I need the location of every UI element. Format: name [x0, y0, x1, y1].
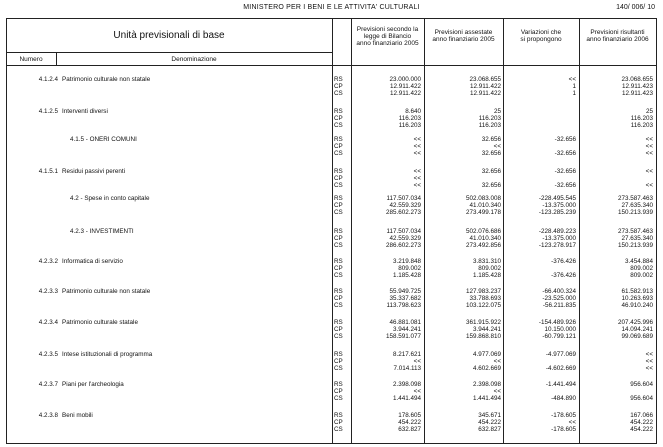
value-assestate: 273.499.178 — [465, 209, 501, 216]
value-legge-bilancio: 116.203 — [398, 122, 421, 129]
value-assestate: 33.788.693 — [469, 295, 501, 302]
value-assestate: 3.831.310 — [472, 258, 501, 265]
row-type-column — [334, 168, 352, 189]
value-risultanti: 12.911.423 — [621, 90, 653, 97]
value-variazioni: -66.400.324 — [542, 288, 576, 295]
value-legge-bilancio: 632.827 — [398, 426, 421, 433]
value-assestate: 2.398.098 — [472, 381, 501, 388]
value-assestate-column — [426, 412, 501, 433]
value-legge-bilancio: 23.000.000 — [389, 76, 421, 83]
value-variazioni: -154.489.926 — [538, 319, 576, 326]
row-type: RS — [334, 228, 343, 235]
value-risultanti: 116.203 — [630, 122, 653, 129]
column-header-risultanti — [579, 29, 656, 43]
value-legge-bilancio-column — [356, 168, 421, 189]
value-assestate-column — [426, 195, 501, 216]
row-type-column — [334, 258, 352, 279]
value-legge-bilancio: 178.605 — [398, 412, 421, 419]
column-header-legge-bilancio — [351, 26, 424, 47]
value-assestate: 12.911.422 — [469, 90, 501, 97]
value-legge-bilancio: << — [413, 143, 421, 150]
value-risultanti: 956.604 — [630, 381, 653, 388]
value-assestate: 12.911.422 — [469, 83, 501, 90]
value-risultanti — [581, 175, 653, 182]
row-type: CP — [334, 235, 343, 242]
column-header-variazioni — [503, 29, 579, 43]
value-risultanti: 23.068.655 — [621, 76, 653, 83]
value-assestate: 32.656 — [481, 182, 501, 189]
value-assestate: 23.068.655 — [469, 76, 501, 83]
row-type-column — [334, 412, 352, 433]
value-variazioni: -484.890 — [551, 395, 576, 402]
value-risultanti: << — [645, 365, 653, 372]
value-risultanti: << — [645, 168, 653, 175]
row-description: Beni mobili — [62, 412, 93, 419]
row-type: RS — [334, 136, 343, 143]
value-variazioni: << — [568, 76, 576, 83]
value-variazioni: -228.489.223 — [538, 228, 576, 235]
value-legge-bilancio-column — [356, 195, 421, 216]
value-risultanti: 273.587.463 — [617, 228, 653, 235]
row-description: Intese istituzionali di programma — [62, 351, 153, 358]
row-type-column — [334, 381, 352, 402]
value-legge-bilancio: 286.602.273 — [385, 242, 421, 249]
row-type: RS — [334, 258, 343, 265]
value-risultanti: << — [645, 136, 653, 143]
value-risultanti: 61.582.913 — [621, 288, 653, 295]
value-variazioni — [506, 108, 576, 115]
value-legge-bilancio-column — [356, 351, 421, 372]
row-type: CS — [334, 426, 343, 433]
value-variazioni: 1 — [572, 83, 576, 90]
row-type-column — [334, 108, 352, 129]
row-description: Patrimonio culturale non statale — [62, 288, 151, 295]
value-risultanti: 150.213.939 — [617, 242, 653, 249]
value-risultanti-column — [581, 76, 653, 97]
value-legge-bilancio: << — [413, 358, 421, 365]
value-risultanti: 3.454.884 — [624, 258, 653, 265]
value-risultanti-column — [581, 168, 653, 189]
row-type: CS — [334, 302, 343, 309]
value-risultanti: 14.094.241 — [621, 326, 653, 333]
value-variazioni-column — [506, 381, 576, 402]
row-type: CP — [334, 358, 343, 365]
value-variazioni: -1.441.494 — [545, 381, 576, 388]
value-assestate: 1.185.428 — [472, 272, 501, 279]
value-variazioni-column — [506, 76, 576, 97]
row-type: CP — [334, 326, 343, 333]
row-type: CS — [334, 395, 343, 402]
value-variazioni: -178.605 — [551, 426, 576, 433]
page-number: 140/ 006/ 10 — [616, 4, 655, 11]
row-type: CP — [334, 115, 343, 122]
value-legge-bilancio: 285.602.273 — [385, 209, 421, 216]
value-risultanti-column — [581, 136, 653, 157]
row-description: Interventi diversi — [62, 108, 108, 115]
row-number: 4.1.2.4 — [38, 76, 58, 83]
row-type-column — [334, 228, 352, 249]
row-description: Patrimonio culturale statale — [62, 319, 138, 326]
value-variazioni: -32.656 — [554, 136, 576, 143]
value-assestate-column — [426, 168, 501, 189]
value-assestate: 502.076.686 — [465, 228, 501, 235]
value-variazioni: -13.375.000 — [542, 235, 576, 242]
value-legge-bilancio-column — [356, 228, 421, 249]
value-variazioni-column — [506, 136, 576, 157]
value-risultanti: 10.263.693 — [621, 295, 653, 302]
value-legge-bilancio: 42.559.329 — [389, 235, 421, 242]
value-legge-bilancio-column — [356, 108, 421, 129]
value-risultanti: 116.203 — [630, 115, 653, 122]
value-assestate — [426, 175, 501, 182]
value-risultanti: 809.002 — [630, 265, 653, 272]
row-type: CP — [334, 419, 343, 426]
row-description: 4.1.5 - ONERI COMUNI — [70, 136, 137, 143]
column-header-denominazione: Denominazione — [171, 56, 217, 63]
value-variazioni-column — [506, 108, 576, 129]
value-assestate: 809.002 — [478, 265, 501, 272]
row-type-column — [334, 288, 352, 309]
row-description: Residui passivi perenti — [62, 168, 125, 175]
value-assestate: 41.010.340 — [469, 235, 501, 242]
value-variazioni-column — [506, 228, 576, 249]
row-description: Piani per l'archeologia — [62, 381, 124, 388]
value-risultanti: 207.425.996 — [617, 319, 653, 326]
value-legge-bilancio-column — [356, 412, 421, 433]
header-line: Previsioni assestate — [434, 29, 493, 36]
row-description: Informatica di servizio — [62, 258, 123, 265]
value-legge-bilancio: << — [413, 388, 421, 395]
value-variazioni: << — [568, 419, 576, 426]
value-risultanti: 809.002 — [630, 272, 653, 279]
value-legge-bilancio: << — [413, 150, 421, 157]
value-legge-bilancio: 809.002 — [398, 265, 421, 272]
value-risultanti: 99.069.689 — [621, 333, 653, 340]
header-line: anno finanziario 2005 — [356, 40, 419, 47]
row-type: RS — [334, 108, 343, 115]
row-type: CP — [334, 175, 343, 182]
value-assestate: << — [493, 143, 501, 150]
value-assestate: 273.492.856 — [465, 242, 501, 249]
value-variazioni-column — [506, 168, 576, 189]
value-variazioni-column — [506, 319, 576, 340]
value-risultanti: 12.911.423 — [621, 83, 653, 90]
value-legge-bilancio: 117.507.034 — [386, 228, 421, 235]
value-risultanti-column — [581, 381, 653, 402]
value-risultanti: << — [645, 143, 653, 150]
row-type: CS — [334, 242, 343, 249]
value-variazioni: 10.150.000 — [544, 326, 576, 333]
row-type: CP — [334, 83, 343, 90]
row-number: 4.2.3.4 — [38, 319, 58, 326]
value-assestate: 116.203 — [478, 115, 501, 122]
value-legge-bilancio-column — [356, 319, 421, 340]
row-number: 4.2.3.3 — [38, 288, 58, 295]
value-variazioni: -32.656 — [554, 150, 576, 157]
value-legge-bilancio: 158.591.077 — [385, 333, 421, 340]
value-variazioni: -32.656 — [554, 168, 576, 175]
value-risultanti-column — [581, 228, 653, 249]
header-line: si propongono — [520, 36, 562, 43]
row-type-column — [334, 195, 352, 216]
value-risultanti: << — [645, 358, 653, 365]
value-assestate: 103.122.075 — [465, 302, 501, 309]
value-legge-bilancio: 454.222 — [398, 419, 421, 426]
value-assestate: 32.656 — [481, 168, 501, 175]
value-risultanti-column — [581, 108, 653, 129]
row-type: RS — [334, 381, 343, 388]
value-legge-bilancio: 1.185.428 — [392, 272, 421, 279]
header-line: legge di Bilancio — [363, 33, 412, 40]
value-assestate: 25 — [493, 108, 501, 115]
value-assestate: 32.656 — [481, 150, 501, 157]
value-variazioni: -123.278.917 — [538, 242, 576, 249]
value-assestate: << — [493, 358, 501, 365]
value-variazioni — [506, 115, 576, 122]
value-assestate-column — [426, 76, 501, 97]
header-line: anno finanziario 2005 — [432, 36, 495, 43]
value-legge-bilancio: 12.911.422 — [389, 83, 421, 90]
value-variazioni: -123.285.239 — [538, 209, 576, 216]
value-legge-bilancio-column — [356, 381, 421, 402]
row-type: RS — [334, 76, 343, 83]
value-legge-bilancio-column — [356, 76, 421, 97]
value-risultanti: 46.910.240 — [621, 302, 653, 309]
row-description: 4.2.3 - INVESTIMENTI — [70, 228, 134, 235]
value-risultanti: 27.635.340 — [621, 202, 653, 209]
value-risultanti: 454.222 — [630, 426, 653, 433]
row-number: 4.1.5.1 — [38, 168, 58, 175]
value-assestate: 454.222 — [478, 419, 501, 426]
header-line: Previsioni secondo la — [356, 26, 419, 33]
value-variazioni-column — [506, 258, 576, 279]
row-type: CS — [334, 90, 343, 97]
value-assestate: 345.671 — [478, 412, 501, 419]
value-variazioni: -178.605 — [551, 412, 576, 419]
row-type: CP — [334, 143, 343, 150]
budget-table — [6, 18, 657, 444]
row-number: 4.2.3.8 — [38, 412, 58, 419]
value-assestate-column — [426, 136, 501, 157]
value-variazioni: -4.602.669 — [545, 365, 576, 372]
header-line: Previsioni risultanti — [590, 29, 645, 36]
row-type: CS — [334, 182, 343, 189]
value-legge-bilancio: 8.640 — [405, 108, 421, 115]
value-legge-bilancio: 116.203 — [398, 115, 421, 122]
value-assestate-column — [426, 228, 501, 249]
value-variazioni: -228.495.545 — [538, 195, 576, 202]
value-risultanti-column — [581, 258, 653, 279]
header-line: Variazioni che — [520, 29, 562, 36]
value-legge-bilancio: 46.881.081 — [389, 319, 421, 326]
value-risultanti-column — [581, 319, 653, 340]
row-type: CP — [334, 202, 343, 209]
row-type: RS — [334, 319, 343, 326]
row-type: RS — [334, 412, 343, 419]
value-assestate-column — [426, 319, 501, 340]
value-legge-bilancio: 35.337.682 — [389, 295, 421, 302]
row-number: 4.2.3.7 — [38, 381, 58, 388]
value-assestate: 4.977.069 — [472, 351, 501, 358]
value-assestate: 1.441.494 — [472, 395, 501, 402]
value-assestate-column — [426, 258, 501, 279]
row-number: 4.1.2.5 — [38, 108, 58, 115]
value-assestate-column — [426, 108, 501, 129]
row-type: CS — [334, 209, 343, 216]
table-title: Unità previsionali di base — [113, 30, 225, 41]
row-description: 4.2 - Spese in conto capitale — [70, 195, 150, 202]
value-legge-bilancio: 3.944.241 — [392, 326, 421, 333]
value-legge-bilancio: 3.219.848 — [392, 258, 421, 265]
value-assestate: << — [493, 388, 501, 395]
value-risultanti: 150.213.939 — [617, 209, 653, 216]
row-type: CS — [334, 150, 343, 157]
value-assestate: 116.203 — [478, 122, 501, 129]
row-type: CS — [334, 365, 343, 372]
row-number: 4.2.3.5 — [38, 351, 58, 358]
value-risultanti-column — [581, 351, 653, 372]
value-risultanti-column — [581, 195, 653, 216]
row-type: CP — [334, 265, 343, 272]
row-type: CS — [334, 122, 343, 129]
value-risultanti — [581, 388, 653, 395]
value-legge-bilancio: 1.441.494 — [392, 395, 421, 402]
row-type-column — [334, 136, 352, 157]
value-risultanti: 25 — [645, 108, 653, 115]
value-assestate-column — [426, 381, 501, 402]
value-legge-bilancio-column — [356, 288, 421, 309]
value-risultanti: 273.587.463 — [617, 195, 653, 202]
page-header-title: MINISTERO PER I BENI E LE ATTIVITA' CULTURALI — [243, 4, 420, 11]
row-type: CS — [334, 272, 343, 279]
value-variazioni — [506, 175, 576, 182]
value-assestate: 632.827 — [478, 426, 501, 433]
column-header-assestate — [424, 29, 503, 43]
value-risultanti: 956.604 — [630, 395, 653, 402]
value-legge-bilancio: 42.559.329 — [389, 202, 421, 209]
value-variazioni — [506, 122, 576, 129]
value-variazioni: -60.799.121 — [542, 333, 576, 340]
row-type-column — [334, 351, 352, 372]
row-type: CP — [334, 388, 343, 395]
row-type: RS — [334, 168, 343, 175]
value-assestate: 127.983.237 — [465, 288, 501, 295]
value-legge-bilancio: 8.217.621 — [392, 351, 421, 358]
value-risultanti: << — [645, 150, 653, 157]
row-type: CS — [334, 333, 343, 340]
value-legge-bilancio: << — [413, 136, 421, 143]
value-variazioni: -23.525.000 — [542, 295, 576, 302]
value-legge-bilancio: 55.949.725 — [389, 288, 421, 295]
row-type: CP — [334, 295, 343, 302]
row-type-column — [334, 319, 352, 340]
value-legge-bilancio-column — [356, 136, 421, 157]
value-legge-bilancio-column — [356, 258, 421, 279]
value-legge-bilancio: 113.798.623 — [386, 302, 421, 309]
value-variazioni-column — [506, 351, 576, 372]
value-risultanti: << — [645, 182, 653, 189]
header-line: anno finanziario 2006 — [586, 36, 649, 43]
value-legge-bilancio: 7.014.113 — [393, 365, 421, 372]
value-assestate: 41.010.340 — [469, 202, 501, 209]
value-variazioni — [506, 265, 576, 272]
value-assestate: 3.944.241 — [472, 326, 501, 333]
row-type: RS — [334, 195, 343, 202]
value-risultanti: 454.222 — [630, 419, 653, 426]
value-variazioni: -376.426 — [551, 272, 576, 279]
value-assestate: 32.656 — [481, 136, 501, 143]
value-legge-bilancio: 2.398.098 — [392, 381, 421, 388]
row-number: 4.2.3.2 — [38, 258, 58, 265]
value-variazioni: -56.211.835 — [542, 302, 576, 309]
value-risultanti: 27.635.340 — [621, 235, 653, 242]
value-variazioni — [506, 143, 576, 150]
value-variazioni: -4.977.069 — [545, 351, 576, 358]
value-risultanti-column — [581, 412, 653, 433]
column-header-numero: Numero — [19, 56, 43, 63]
value-variazioni-column — [506, 195, 576, 216]
value-legge-bilancio: << — [413, 175, 421, 182]
value-risultanti: << — [645, 351, 653, 358]
value-variazioni — [506, 358, 576, 365]
value-legge-bilancio: << — [413, 168, 421, 175]
value-assestate-column — [426, 351, 501, 372]
value-variazioni: -376.426 — [551, 258, 576, 265]
row-description: Patrimonio culturale non statale — [62, 76, 151, 83]
value-variazioni: -32.656 — [554, 182, 576, 189]
value-variazioni: 1 — [572, 90, 576, 97]
row-type: RS — [334, 351, 343, 358]
value-variazioni-column — [506, 288, 576, 309]
value-legge-bilancio: 12.911.422 — [389, 90, 421, 97]
value-assestate: 361.915.922 — [465, 319, 501, 326]
value-risultanti-column — [581, 288, 653, 309]
row-type-column — [334, 76, 352, 97]
value-assestate: 159.868.810 — [465, 333, 501, 340]
value-variazioni-column — [506, 412, 576, 433]
value-variazioni — [506, 388, 576, 395]
value-legge-bilancio: << — [413, 182, 421, 189]
value-assestate: 4.602.669 — [472, 365, 501, 372]
row-type: RS — [334, 288, 343, 295]
value-assestate-column — [426, 288, 501, 309]
value-risultanti: 167.066 — [630, 412, 653, 419]
value-variazioni: -13.375.000 — [542, 202, 576, 209]
value-assestate: 502.083.008 — [465, 195, 501, 202]
value-legge-bilancio: 117.507.034 — [386, 195, 421, 202]
